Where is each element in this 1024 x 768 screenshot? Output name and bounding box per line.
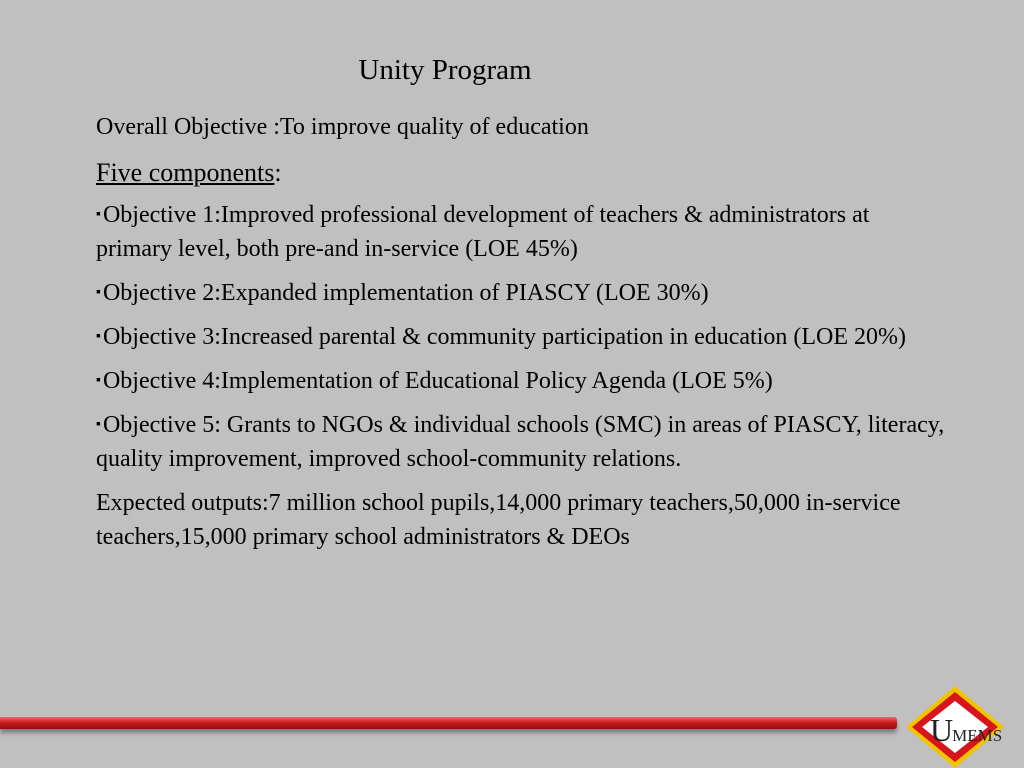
bullet-icon: ▪ — [96, 329, 101, 344]
objective-item — [96, 320, 946, 354]
objective-text: Objective 2:Expanded implementation of PIASCY (LOE 30%) — [102, 280, 709, 306]
components-heading-colon: : — [274, 158, 282, 187]
objective-text: Objective 3:Increased parental & community participation in education (LOE 20%) — [102, 324, 907, 350]
objective-item — [96, 408, 946, 476]
objective-item — [96, 364, 946, 398]
components-heading — [96, 156, 946, 190]
bullet-icon: ▪ — [96, 285, 101, 300]
bullet-icon: ▪ — [96, 207, 101, 222]
logo-wordmark — [930, 712, 1002, 749]
overall-objective: Overall Objective :To improve quality of education — [96, 114, 589, 140]
footer-rule — [0, 714, 897, 738]
footer-rule-band — [0, 717, 897, 729]
bullet-icon: ▪ — [96, 373, 101, 388]
bullet-icon: ▪ — [96, 417, 101, 432]
expected-outputs: Expected outputs:7 million school pupils,14,000 primary teachers,50,000 in-service teachers,15,000 primary school administrators & DEOs — [96, 490, 901, 550]
components-heading-text: Five components — [96, 158, 275, 187]
objective-text: Objective 4:Implementation of Educational Policy Agenda (LOE 5%) — [102, 368, 773, 394]
slide-title: Unity Program — [358, 54, 532, 86]
objective-text: Objective 5: Grants to NGOs & individual schools (SMC) in areas of PIASCY, literacy, quality improvement, improved school-community relations. — [96, 412, 945, 472]
objective-item — [96, 276, 946, 310]
logo-initial: U — [930, 712, 954, 748]
objective-item — [96, 198, 946, 266]
slide-content — [96, 110, 946, 564]
objective-text: Objective 1:Improved professional development of teachers & administrators at primary level, both pre-and in-service (LOE 45%) — [96, 202, 870, 262]
logo-rest: MEMS — [952, 726, 1003, 745]
